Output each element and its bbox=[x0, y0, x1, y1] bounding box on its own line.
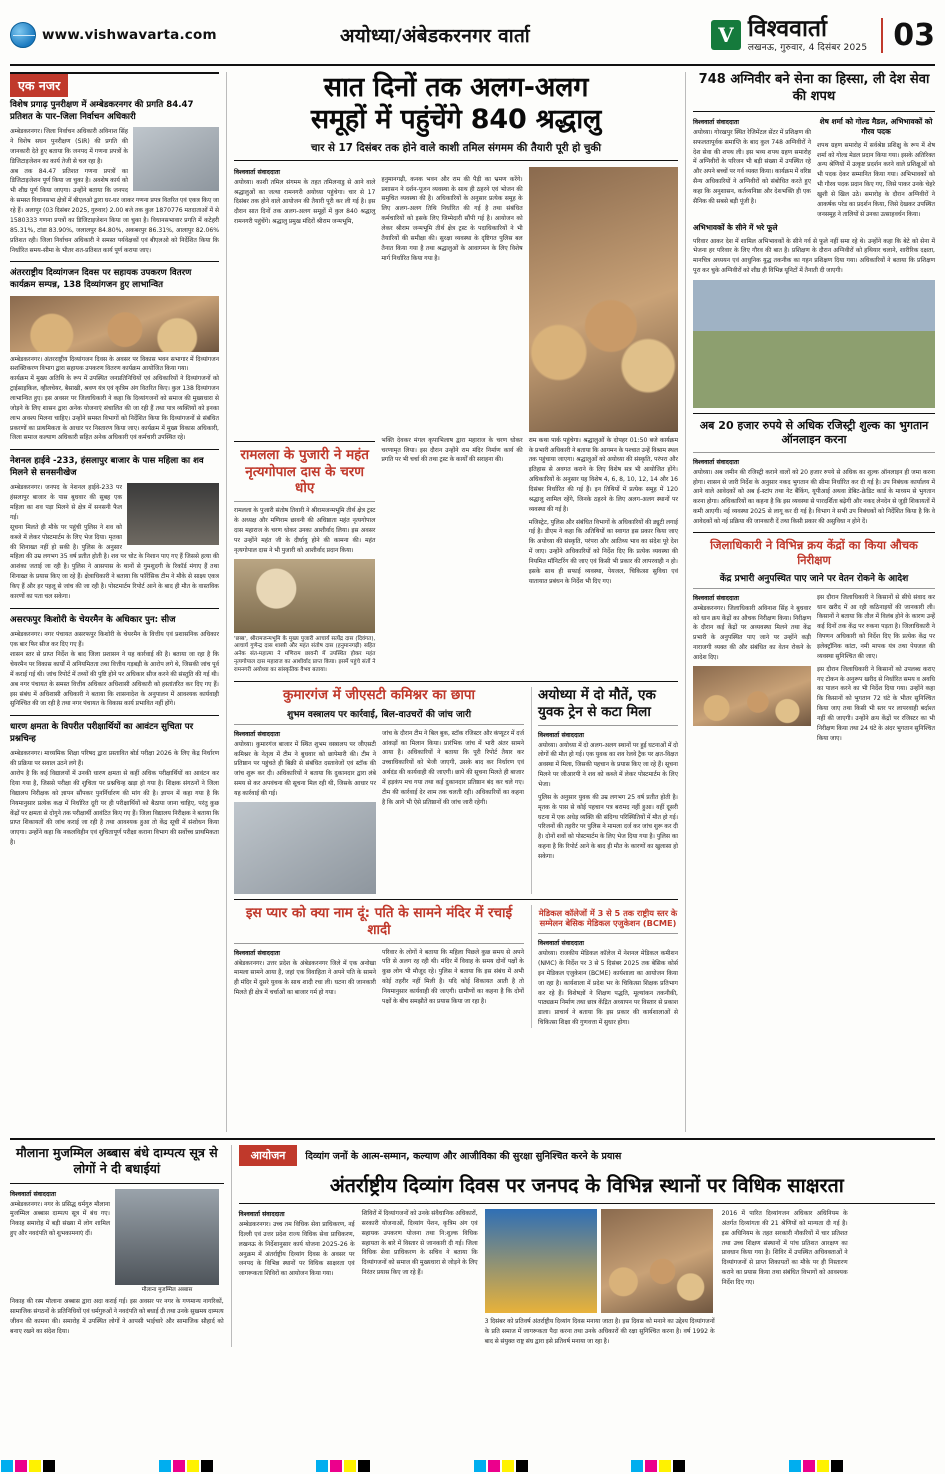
color-bar-segment bbox=[0, 1458, 158, 1474]
bcme-body: अयोध्या। राजकीय मेडिकल कॉलेज में नेशनल मेडिकल कमीशन (NMC) के निर्देश पर 3 से 5 दिसंबर 2025 तक बेसिक कोर्स इन मेडिकल एजुकेशन (BCME) कार्यशाला का आयोजन किया जा रहा है। कार्यशाला में प्रदेश भर के चिकित्सा शिक्षक प्रतिभाग कर रहे हैं। विशेषज्ञों ने शिक्षण पद्धति, मूल्यांकन तकनीकी, पाठ्यक्रम निर्माण तथा छात्र केंद्रित अध्यापन पर विस्तार से प्रकाश डाला। प्राचार्य ने बताया कि इस प्रकार की कार्यशालाओं से चिकित्सा शिक्षा की गुणवत्ता में सुधार होगा। bbox=[538, 950, 678, 1027]
inspection-story[interactable] bbox=[693, 538, 935, 744]
color-bar-segment bbox=[473, 1458, 631, 1474]
sidebar-item-body: शासन स्तर से प्राप्त निर्देश के बाद जिला प्रशासन ने यह कार्रवाई की है। बताया जा रहा है कि चेयरमैन पर विकास कार्यों में अनियमितता तथा वित्तीय गड़बड़ी के आरोप लगे थे, जिसकी जांच पूर्व में कराई गई थी। जांच रिपोर्ट में तथ्यों की पुष्टि होने पर अधिकार सीज करने की संस्तुति की गई थी। अब नगर पंचायत के समस्त वित्तीय अधिकार अधिशासी अधिकारी को हस्तांतरित कर दिए गए हैं। इस संबंध में अधिशासी अधिकारी ने बताया कि शासनादेश के अनुपालन में आवश्यक कार्यवाही सुनिश्चित की जा रही है तथा नगर पंचायत के विकास कार्य प्रभावित नहीं होंगे। bbox=[10, 651, 219, 708]
marriage-headline: इस प्यार को क्या नाम दूं: पति के सामने मंदिर में रचाई शादी bbox=[245, 904, 513, 938]
brand-name: विश्ववार्ता bbox=[747, 15, 827, 42]
agniveer-sub2: अभिभावकों के सीने में भरे फूले bbox=[693, 222, 778, 232]
sidebar-item-byline: अम्बेडकरनगर। जनपद के नेशनल हाईवे-233 पर हंसलापुर बाजार के पास बुधवार की सुबह एक महिला का शव पड़ा मिलने से क्षेत्र में सनसनी फैल गई। bbox=[10, 484, 122, 522]
globe-icon bbox=[10, 22, 36, 48]
registry-body: अयोध्या। अब जमीन की रजिस्ट्री कराने वालों को 20 हजार रुपये से अधिक का शुल्क ऑनलाइन ही जमा करना होगा। शासन से जारी निर्देश के अनुसार नकद भुगतान की सीमा निर्धारित कर दी गई है। उप निबंधक कार्यालय में आने वाले आवेदकों को अब ई-स्टांप तथा नेट बैंकिंग, यूपीआई अथवा डेबिट-क्रेडिट कार्ड के माध्यम से भुगतान करना होगा। अधिकारियों का कहना है कि इस व्यवस्था से पारदर्शिता बढ़ेगी और नकद लेनदेन से जुड़ी शिकायतों में कमी आएगी। नई व्यवस्था 2025 से लागू कर दी गई है। विभाग ने सभी उप निबंधकों को निर्देशित किया है कि वे आवेदकों को नई प्रक्रिया की जानकारी दें तथा किसी प्रकार की असुविधा न होने दें। bbox=[693, 468, 935, 525]
event-tagline: दिव्यांग जनों के आत्म-सम्मान, कल्याण और आजीविका की सुरक्षा सुनिश्चित करने के प्रयास bbox=[305, 1151, 622, 1162]
charan-dhona-photo bbox=[234, 559, 375, 633]
masthead-left bbox=[10, 8, 265, 62]
main-grid bbox=[10, 72, 935, 1132]
sidebar-item-byline: अम्बेडकरनगर। जिला निर्वाचन अधिकारी अविनाश सिंह ने विशेष सघन पुनरीक्षण (SIR) की प्रगति की जानकारी देते हुए बताया कि जनपद में गणना प्रपत्रों के डिजिटाइजेशन का कार्य तेजी से चल रहा है। bbox=[10, 128, 128, 165]
agniveer-sub1: शेष शर्मा को गोल्ड मैडल, अभिभावकों को गौरव पदक bbox=[819, 116, 933, 136]
maulana-body2: निकाह की रस्म मौलाना अब्बास द्वारा अदा कराई गई। इस अवसर पर नगर के गणमान्य नागरिकों, सामाजिक संगठनों के प्रतिनिधियों एवं धर्मगुरुओं ने नवदंपति को बधाई दी तथा उनके सुखमय दाम्पत्य जीवन की कामना की। समारोह में उपस्थित लोगों ने आपसी भाईचारे और सामाजिक सौहार्द को बनाए रखने का संदेश दिया। bbox=[10, 1298, 224, 1335]
sidebar-item-divyang[interactable] bbox=[10, 268, 219, 450]
sidebar-item-body: आरोप है कि कई विद्यालयों में उनकी धारण क्षमता से कहीं अधिक परीक्षार्थियों का आवंटन कर दिया गया है, जिससे परीक्षा की शुचिता पर प्रश्नचिन्ह खड़ा हो गया है। शिक्षक संगठनों ने जिला विद्यालय निरीक्षक को ज्ञापन सौंपकर पुनर्निर्धारण की मांग की है। ज्ञापन में कहा गया है कि नियमानुसार प्रत्येक कक्ष में निर्धारित दूरी पर ही परीक्षार्थियों को बैठाया जाना चाहिए, परंतु कुछ केंद्रों पर क्षमता से दोगुने तक परीक्षार्थी आवंटित किए गए हैं। जिला विद्यालय निरीक्षक ने बताया कि प्राप्त शिकायतों की जांच कराई जा रही है तथा आवश्यक हुआ तो केंद्र सूची में संशोधन किया जाएगा। उन्होंने कहा कि नकलविहीन एवं शुचितापूर्ण परीक्षा कराना विभाग की सर्वोच्च प्राथमिकता है। bbox=[10, 770, 219, 847]
agniveer-col3: परिवार आकर देश में शामिल अभिभावकों के सीने गर्व से फूले नहीं समा रहे थे। उन्होंने कहा कि बेटे को सेना में भेजना हर परिवार के लिए गौरव की बात है। प्रशिक्षण के दौरान अग्निवीरों को हथियार चलाने, शारीरिक दक्षता, मानचित्र अध्ययन एवं आधुनिक युद्ध तकनीक का गहन प्रशिक्षण दिया गया। अधिकारियों ने बताया कि प्रशिक्षण पूरा कर चुके अग्निवीरों को शीघ्र ही विभिन्न यूनिटों में तैनाती दी जाएगी। bbox=[693, 237, 935, 275]
sidebar-item-byline: अम्बेडकरनगर। माध्यमिक शिक्षा परिषद द्वारा प्रस्तावित बोर्ड परीक्षा 2026 के लिए केंद्र निर्धारण की प्रक्रिया पर सवाल उठने लगे हैं। bbox=[10, 750, 219, 768]
inspection-col3: इस दौरान जिलाधिकारी ने किसानों को उपलब्ध कराए गए टोकन के अनुरूप खरीद से निर्धारित समय व अवधि का पालन करने का भी निर्देश दिया गया। उन्होंने कहा कि किसानों को भुगतान 72 घंटे के भीतर सुनिश्चित किया जाए तथा किसी भी स्तर पर लापरवाही बर्दाश्त नहीं की जाएगी। उन्होंने क्रय केंद्रों पर रजिस्टर का भी निरीक्षण किया तथा 24 घंटे के अंदर भुगतान सुनिश्चित किया जाए। bbox=[817, 665, 935, 742]
lead-headline-line2: समूहों में पहुंचेंगे 840 श्रद्धालु bbox=[310, 103, 602, 135]
sidebar-item-body: कार्यक्रम में मुख्य अतिथि के रूप में उपस्थित जनप्रतिनिधियों एवं अधिकारियों ने दिव्यांगजनों को ट्राईसाइकिल, व्हीलचेयर, बैसाखी, श्रवण यंत्र एवं कृत्रिम अंग वितरित किए। कुल 138 दिव्यांगजन लाभान्वित हुए। इस अवसर पर जिलाधिकारी ने कहा कि दिव्यांगजनों को समाज की मुख्यधारा से जोड़ने के लिए शासन द्वारा अनेक योजनाएं संचालित की जा रही हैं तथा पात्र व्यक्तियों को इनका लाभ अवश्य मिलना चाहिए। उन्होंने समस्त विभागों को निर्देशित किया कि दिव्यांगजनों से संबंधित प्रकरणों का प्राथमिकता के आधार पर निस्तारण किया जाए। कार्यक्रम में मुख्य विकास अधिकारी, जिला समाज कल्याण अधिकारी सहित अनेक अधिकारी एवं कर्मचारी उपस्थित रहे। bbox=[10, 375, 219, 442]
divyang-event-col1: अम्बेडकरनगर। उच्च तम विधिक सेवा प्राधिकरण, नई दिल्ली एवं उत्तर प्रदेश राज्य विधिक सेवा प्राधिकरण, लखनऊ के निर्देशानुसार कार्य योजना 2025-26 के अनुक्रम में अंतर्राष्ट्रीय दिव्यांग दिवस के अवसर पर जनपद के विभिन्न स्थानों पर विधिक साक्षरता एवं जागरूकता शिविरों का आयोजन किया गया। bbox=[238, 1221, 355, 1278]
agniveer-byline: विश्ववार्ता संवाददाता bbox=[693, 118, 739, 126]
shraddhalu-crowd-photo bbox=[529, 167, 678, 432]
gst-byline: विश्ववार्ता संवाददाता bbox=[234, 730, 280, 738]
maulana-byline: विश्ववार्ता संवाददाता bbox=[10, 1190, 56, 1198]
lead-headline-line1: सात दिनों तक अलग-अलग bbox=[323, 72, 589, 103]
sidebar-header: एक नजर bbox=[10, 74, 68, 97]
sidebar-item-headline: विशेष प्रगाढ़ पुनरीक्षण में अम्बेडकरनगर की प्रगति 84.47 प्रतिशत के पार–जिला निर्वाचन अधिकारी bbox=[10, 100, 194, 122]
sidebar-item-highway[interactable] bbox=[10, 456, 219, 609]
ramlala-body2: भक्ति देवकर मंगल कृपाभिलाष द्वारा महाराज के चरण धोकर चरणामृत लिया। इस दौरान उन्होंने राम मंदिर निर्माण कार्य की प्रगति पर भी चर्चा की तथा ट्रस्ट के कार्यों की सराहना की। bbox=[381, 436, 523, 464]
color-bar-segment bbox=[315, 1458, 473, 1474]
bcme-headline: मेडिकल कॉलेजों में 3 से 5 तक राष्ट्रीय स्तर के सम्मेलन बेसिक मेडिकल एजुकेशन (BCME) bbox=[538, 907, 678, 929]
right-column bbox=[685, 72, 935, 1132]
marriage-byline: विश्ववार्ता संवाददाता bbox=[234, 949, 280, 957]
bcme-story[interactable] bbox=[531, 905, 678, 1028]
agniveer-headline: 748 अग्निवीर बने सेना का हिस्सा, ली देश सेवा की शपथ bbox=[698, 72, 930, 104]
divyang-diwas-banner-photo bbox=[485, 1209, 597, 1313]
bottom-section bbox=[10, 1138, 935, 1347]
page-number: 03 bbox=[881, 18, 935, 53]
registry-byline: विश्ववार्ता संवाददाता bbox=[693, 458, 739, 466]
masthead bbox=[10, 8, 935, 66]
maulana-portrait-photo bbox=[115, 1189, 219, 1285]
lead-col3-top: राम कथा पार्क पहुंचेगा। श्रद्धालुओं के दोपहर 01:50 बजे कार्यक्रम के प्रभारी अधिकारी ने बताया कि आगमन के पश्चात उन्हें विश्राम स्थल तक पहुंचाया जाएगा। श्रद्धालुओं को अयोध्या की संस्कृति, परंपरा और इतिहास से अवगत कराने के लिए विशेष सत्र भी आयोजित होंगे। अधिकारियों के अनुसार यह विशेष 4, 6, 8, 10, 12, 14 और 16 दिसंबर निर्धारित की गई हैं। इन तिथियों में प्रत्येक समूह में 120 श्रद्धालु शामिल रहेंगे, जिनके ठहरने के लिए अलग-अलग स्थानों पर व्यवस्था की गई है। bbox=[528, 436, 678, 513]
sidebar-item-byline: अम्बेडकरनगर। अंतरराष्ट्रीय दिव्यांगजन दिवस के अवसर पर विकास भवन सभागार में दिव्यांगजन सशक्तिकरण विभाग द्वारा सहायक उपकरण वितरण कार्यक्रम आयोजित किया गया। bbox=[10, 355, 219, 373]
color-registration-bars bbox=[0, 1458, 945, 1474]
color-bar-segment bbox=[158, 1458, 316, 1474]
lead-col2: हनुमानगढ़ी, कनक भवन और राम की पैड़ी का भ्रमण करेंगे। प्रशासन ने दर्शन-पूजन व्यवस्था के साथ ही ठहरने एवं भोजन की समुचित व्यवस्था की है। अधिकारियों के अनुसार प्रत्येक समूह के लिए अलग-अलग तिथि निर्धारित की गई है तथा संबंधित कर्मचारियों को इसके लिए जिम्मेदारी सौंपी गई है। आयोजन को लेकर श्रीराम जन्मभूमि तीर्थ क्षेत्र ट्रस्ट के पदाधिकारियों ने भी तैयारियों की समीक्षा की। सुरक्षा व्यवस्था के दृष्टिगत पुलिस बल तैनात किया गया है तथा श्रद्धालुओं के आवागमन के लिए विशेष मार्ग निर्धारित किया गया है। bbox=[381, 175, 523, 262]
inspection-subhead: केंद्र प्रभारी अनुपस्थित पाए जाने पर वेतन रोकने के आदेश bbox=[719, 573, 909, 584]
vidhik-saksharta-camp-photo bbox=[601, 1209, 713, 1313]
maulana-caption: मौलाना मुजम्मिल अब्बास bbox=[141, 1286, 193, 1293]
color-bar-segment bbox=[788, 1458, 945, 1474]
website-url[interactable]: www.vishwavarta.com bbox=[42, 27, 217, 43]
masthead-right bbox=[605, 8, 935, 62]
sidebar-item-exam[interactable] bbox=[10, 722, 219, 854]
event-bar bbox=[239, 1145, 935, 1166]
sidebar-item-headline: धारण क्षमता के विपरीत परीक्षार्थियों का आवंटन सुचिता पर प्रश्नचिन्ह bbox=[10, 722, 194, 744]
bcme-byline: विश्ववार्ता संवाददाता bbox=[538, 940, 584, 948]
lead-col1: अयोध्या। काशी तमिल संगमम के तहत तमिलनाडु से आने वाले श्रद्धालुओं का जत्था रामनगरी अयोध्या पहुंचेगा। चार से 17 दिसंबर तक होने वाले आयोजन की तैयारी पूरी कर ली गई है। इस दौरान सात दिनों तक अलग-अलग समूहों में कुल 840 श्रद्धालु रामनगरी पहुंचेंगे। श्रद्धालु प्रमुख मंदिरों श्रीराम जन्मभूमि, bbox=[234, 178, 376, 226]
ramlala-headline: रामलला के पुजारी ने महंत नृत्यगोपाल दास के चरण धोए bbox=[240, 446, 370, 497]
gst-subhead: शुभम वस्त्रालय पर कार्रवाई, बिल-वाउचरों की जांच जारी bbox=[286, 709, 472, 720]
divyang-event-byline: विश्ववार्ता संवाददाता bbox=[238, 1211, 285, 1218]
sidebar-item-sir[interactable] bbox=[10, 100, 219, 262]
inspection-col2: इस दौरान जिलाधिकारी ने किसानों से सीधे संवाद कर धान खरीद में आ रही कठिनाइयों की जानकारी ली। किसानों ने बताया कि तौल में विलंब होने के कारण उन्हें कई दिनों तक केंद्र पर रुकना पड़ता है। जिलाधिकारी ने विपणन अधिकारी को निर्देश दिए कि प्रत्येक केंद्र पर इलेक्ट्रॉनिक कांटा, नमी मापक यंत्र तथा पेयजल की व्यवस्था सुनिश्चित की जाए। bbox=[817, 593, 935, 660]
sidebar-item-body: सूचना मिलते ही मौके पर पहुंची पुलिस ने शव को कब्जे में लेकर पोस्टमार्टम के लिए भेज दिया। मृतका की शिनाख्त नहीं हो सकी है। पुलिस के अनुसार महिला की उम्र लगभग 35 वर्ष प्रतीत होती है। शव पर चोट के निशान पाए गए हैं जिससे हत्या की आशंका जताई जा रही है। पुलिस ने आसपास के थानों से गुमशुदगी के रिकॉर्ड मंगाए हैं तथा शिनाख्त के प्रयास किए जा रहे हैं। क्षेत्राधिकारी ने बताया कि फॉरेंसिक टीम ने मौके से साक्ष्य एकत्र किए हैं और हर पहलू से जांच की जा रही है। पोस्टमार्टम रिपोर्ट आने के बाद ही मौत के वास्तविक कारणों का पता चल सकेगा। bbox=[10, 523, 219, 600]
dm-inspection-photo bbox=[693, 666, 811, 726]
maulana-body: अम्बेडकरनगर। नगर के प्रसिद्ध धर्मगुरु मौलाना मुजम्मिल अब्बास दाम्पत्य सूत्र में बंध गए। निकाह समारोह में बड़ी संख्या में लोग शामिल हुए और नवदंपति को शुभकामनाएं दीं। bbox=[10, 1200, 110, 1238]
agniveer-col2: शपथ ग्रहण समारोह में सर्वश्रेष्ठ प्रशिक्षु के रूप में शेष शर्मा को गोल्ड मेडल प्रदान किया गया। इसके अतिरिक्त अन्य श्रेणियों में उत्कृष्ट प्रदर्शन करने वाले प्रशिक्षुओं को भी पदक देकर सम्मानित किया गया। अभिभावकों को भी गौरव पदक प्रदान किए गए, जिसे पाकर उनके चेहरे खुशी से खिल उठे। समारोह के दौरान अग्निवीरों ने आकर्षक परेड का प्रदर्शन किया, जिसे देखकर उपस्थित जनसमूह ने तालियों से उनका उत्साहवर्धन किया। bbox=[817, 141, 935, 218]
brand-logo bbox=[711, 15, 868, 53]
agniveer-parade-photo bbox=[693, 280, 935, 408]
lead-subhead: चार से 17 दिसंबर तक होने वाले काशी तमिल संगमम की तैयारी पूरी हो चुकी bbox=[310, 141, 601, 154]
gst-col2: जांच के दौरान टीम ने बिल बुक, स्टॉक रजिस्टर और कंप्यूटर में दर्ज आंकड़ों का मिलान किया। प्रारंभिक जांच में भारी अंतर सामने आया है। अधिकारियों ने बताया कि पूरी रिपोर्ट तैयार कर उच्चाधिकारियों को भेजी जाएगी, उसके बाद कर निर्धारण एवं अर्थदंड की कार्यवाही की जाएगी। छापे की सूचना मिलते ही बाजार में हड़कंप मच गया तथा कई दुकानदार प्रतिष्ठान बंद कर चले गए। टीम की कार्रवाई देर शाम तक चलती रही। अधिकारियों का कहना है कि आगे भी ऐसे प्रतिष्ठानों की जांच जारी रहेगी। bbox=[382, 729, 524, 806]
divyang-event-story[interactable] bbox=[231, 1145, 935, 1347]
divyang-event-col3: 3 दिसंबर को प्रतिवर्ष अंतर्राष्ट्रीय दिव्यांग दिवस मनाया जाता है। इस दिवस को मनाने का उद्देश्य दिव्यांगजनों के प्रति समाज में जागरूकता पैदा करना तथा उनके अधिकारों की रक्षा सुनिश्चित करना है। वर्ष 1992 के बाद से संयुक्त राष्ट्र संघ द्वारा इसे प्रतिवर्ष मनाया जा रहा है। bbox=[484, 1318, 715, 1345]
sidebar-item-asrafpur[interactable] bbox=[10, 615, 219, 716]
sidebar-item-byline: अम्बेडकरनगर। नगर पंचायत असरफपुर किशोरी के चेयरमैन के वित्तीय एवं प्रशासनिक अधिकार एक बार फिर सीज कर दिए गए हैं। bbox=[10, 631, 219, 649]
maulana-headline: मौलाना मुजम्मिल अब्बास बंधे दाम्पत्य सूत्र से लोगों ने दी बधाईयां bbox=[16, 1145, 218, 1177]
marriage-story[interactable] bbox=[234, 905, 524, 1028]
sir-review-photo bbox=[133, 127, 219, 191]
registry-headline: अब 20 हजार रुपये से अधिक रजिस्ट्री शुल्क का भुगतान ऑनलाइन करना bbox=[699, 419, 929, 447]
masthead-center bbox=[265, 8, 605, 62]
agniveer-col1: अयोध्या। गोरखपुर स्थित रेजिमेंटल सेंटर में प्रशिक्षण की सफलतापूर्वक समाप्ति के बाद कुल 748 अग्निवीरों ने देश सेवा की शपथ ली। इस भव्य शपथ ग्रहण समारोह में अग्निवीरों के परिजन भी बड़ी संख्या में उपस्थित रहे और अपने बच्चों पर गर्व व्यक्त किया। कार्यक्रम में वरिष्ठ सैन्य अधिकारियों ने अग्निवीरों को संबोधित करते हुए कहा कि अनुशासन, कर्तव्यनिष्ठा और देशभक्ति ही एक सैनिक की सबसे बड़ी पूंजी है। bbox=[693, 128, 811, 205]
ramlala-story[interactable] bbox=[234, 436, 375, 675]
divyang-distribution-photo bbox=[10, 296, 219, 352]
sidebar-item-headline: असरफपुर किशोरी के चेयरमैन के अधिकार पुन: सीज bbox=[10, 614, 176, 625]
color-bar-segment bbox=[630, 1458, 788, 1474]
two-deaths-headline: अयोध्या में दो मौतें, एक युवक ट्रेन से कटा मिला bbox=[538, 686, 656, 720]
ramlala-caption: 'छब्ब', श्रीरामजन्मभूमि के मुख्य पुजारी आचार्य सत्येंद्र दास (दिवंगत), आचार्य गुणेन्द्र दास शास्त्री और महंत संतोष दास (हनुमानगढ़ी) सहित अनेक संत-महात्मा ने मणिराम छावनी में उपस्थित होकर महंत नृत्यगोपाल दास महाराज का आशीर्वाद प्राप्त किया। इसमें पहुंचे संतों ने रामनगरी अयोध्या का सांस्कृतिक वैभव बताया। bbox=[234, 635, 376, 673]
divyang-event-col4: 2016 में पारित दिव्यांगजन अधिकार अधिनियम के अंतर्गत दिव्यांगता की 21 श्रेणियों को मान्यता दी गई है। इस अधिनियम के तहत सरकारी नौकरियों में चार प्रतिशत तथा उच्च शिक्षण संस्थानों में पांच प्रतिशत आरक्षण का प्रावधान किया गया है। शिविर में उपस्थित अधिवक्ताओं ने दिव्यांगजनों से प्राप्त शिकायतों का मौके पर ही निस्तारण कराने का प्रयास किया तथा संबंधित विभागों को आवश्यक निर्देश दिए गए। bbox=[721, 1210, 848, 1287]
center-column bbox=[226, 72, 678, 1132]
gst-raid-story[interactable] bbox=[234, 687, 524, 894]
highway-incident-photo bbox=[127, 483, 219, 545]
ramlala-body: रामलला के पुजारी संतोष तिवारी ने श्रीरामजन्मभूमि तीर्थ क्षेत्र ट्रस्ट के अध्यक्ष और मणिराम छावनी की अधिष्ठाता महंत नृत्यगोपाल दास महाराज के चरण धोकर उनका आशीर्वाद लिया। इस अवसर पर उन्होंने महंत जी के दीर्घायु होने की कामना की। महंत नृत्यगोपाल दास ने भी पुजारी को आशीर्वाद प्रदान किया। bbox=[234, 507, 376, 554]
event-tag: आयोजन bbox=[239, 1145, 298, 1166]
agniveer-story[interactable] bbox=[693, 72, 935, 408]
two-deaths-story[interactable] bbox=[531, 687, 678, 894]
inspection-col1: अम्बेडकरनगर। जिलाधिकारी अविनाश सिंह ने बुधवार को धान क्रय केंद्रों का औचक निरीक्षण किया। निरीक्षण के दौरान कई केंद्रों पर अव्यवस्था मिलने तथा केंद्र प्रभारी के अनुपस्थित पाए जाने पर उन्होंने कड़ी नाराजगी व्यक्त की और संबंधित का वेतन रोकने के आदेश दिए। bbox=[693, 604, 811, 661]
divyang-event-col2: शिविरों में दिव्यांगजनों को उनके संवैधानिक अधिकारों, सरकारी योजनाओं, दिव्यांग पेंशन, कृत्रिम अंग एवं सहायक उपकरण योजना तथा नि:शुल्क विधिक सहायता के बारे में विस्तार से जानकारी दी गई। जिला विधिक सेवा प्राधिकरण के सचिव ने बताया कि दिव्यांगजनों को समाज की मुख्यधारा से जोड़ने के लिए निरंतर प्रयास किए जा रहे हैं। bbox=[361, 1210, 478, 1277]
gst-raid-photo bbox=[234, 802, 376, 894]
lead-col3-bottom: मजिस्ट्रेट, पुलिस और संबंधित विभागों के अधिकारियों की ड्यूटी लगाई गई है। डीएम ने कहा कि अतिथियों का स्वागत इस प्रकार किया जाए कि अयोध्या की संस्कृति, परंपरा और आतिथ्य भाव का संदेश पूरे देश में जाए। उन्होंने अधिकारियों को निर्देश दिए कि प्रत्येक व्यवस्था की नियमित मॉनिटरिंग की जाए एवं किसी भी प्रकार की लापरवाही न हो। इसके साथ ही सफाई व्यवस्था, पेयजल, चिकित्सा सुविधा एवं यातायात प्रबंधन के निर्देश भी दिए गए। bbox=[528, 518, 678, 585]
section-title: अयोध्या/अंबेडकरनगर वार्ता bbox=[339, 25, 531, 47]
lead-story[interactable] bbox=[234, 72, 678, 432]
two-deaths-byline: विश्ववार्ता संवाददाता bbox=[538, 731, 584, 739]
sidebar-item-headline: नेशनल हाईवे -233, हंसलापुर बाजार के पास महिला का शव मिलने से सनसनीखेज bbox=[10, 456, 204, 478]
sidebar-item-body: अब तक 84.47 प्रतिशत गणना प्रपत्रों का डिजिटाइजेशन पूर्ण किया जा चुका है। अवशेष कार्य को भी शीघ्र पूर्ण किया जाएगा। उन्होंने बताया कि जनपद के समस्त विधानसभा क्षेत्रों में बीएलओ द्वारा घर-घर जाकर गणना प्रपत्र वितरित एवं एकत्र किए जा रहे हैं। अलापुर (03 दिसंबर 2025, गुरुवार) 2.00 बजे तक कुल 1870776 मतदाताओं में से 1580333 गणना प्रपत्रों का डिजिटाइजेशन किया जा चुका है। विधानसभावार प्रगति में कटेहरी 85.31%, टांडा 83.90%, जलालपुर 84.80%, अकबरपुर 86.31%, आलापुर 82.06% प्रतिशत रही। जिला निर्वाचन अधिकारी ने समस्त पर्यवेक्षकों एवं बीएलओ को निर्देशित किया कि निर्धारित समय-सीमा के भीतर शत-प्रतिशत कार्य पूर्ण कराया जाए। bbox=[10, 167, 219, 254]
gst-col1: अयोध्या। कुमारगंज बाजार में स्थित शुभम वस्त्रालय पर जीएसटी कमिश्नर के नेतृत्व में टीम ने बुधवार को छापेमारी की। टीम ने प्रतिष्ठान पर पहुंचते ही बिक्री से संबंधित दस्तावेजों एवं स्टॉक की जांच शुरू कर दी। अधिकारियों ने बताया कि दुकानदार द्वारा लंबे समय से कर अपवंचना की सूचना मिल रही थी, जिसके आधार पर यह कार्रवाई की गई। bbox=[234, 740, 376, 797]
gst-headline: कुमारगंज में जीएसटी कमिश्नर का छापा bbox=[282, 686, 476, 703]
divyang-event-headline: अंतर्राष्ट्रीय दिव्यांग दिवस पर जनपद के विभिन्न स्थानों पर विधिक साक्षरता bbox=[329, 1174, 844, 1197]
lead-byline: विश्ववार्ता संवाददाता bbox=[234, 168, 280, 176]
two-deaths-col1: अयोध्या। अयोध्या में दो अलग-अलग स्थानों पर हुई घटनाओं में दो लोगों की मौत हो गई। एक युवक का शव रेलवे ट्रैक पर क्षत-विक्षत अवस्था में मिला, जिसकी पहचान के प्रयास किए जा रहे हैं। सूचना मिलने पर जीआरपी ने शव को कब्जे में लेकर पोस्टमार्टम के लिए भेजा। bbox=[538, 741, 678, 788]
registry-story[interactable] bbox=[693, 419, 935, 527]
sidebar-item-headline: अंतरराष्ट्रीय दिव्यांगजन दिवस पर सहायक उपकरण वितरण कार्यक्रम सम्पन्न, 138 दिव्यांगजन हुए लाभान्वित bbox=[10, 268, 192, 290]
inspection-byline: विश्ववार्ता संवाददाता bbox=[693, 594, 739, 602]
edition-date: लखनऊ, गुरुवार, 4 दिसंबर 2025 bbox=[747, 42, 868, 53]
maulana-story[interactable] bbox=[10, 1145, 224, 1347]
two-deaths-col2: पुलिस के अनुसार युवक की उम्र लगभग 25 वर्ष प्रतीत होती है। मृतक के पास से कोई पहचान पत्र बरामद नहीं हुआ। वहीं दूसरी घटना में एक अधेड़ व्यक्ति की संदिग्ध परिस्थितियों में मौत हो गई। परिजनों की तहरीर पर पुलिस ने मामला दर्ज कर जांच शुरू कर दी है। दोनों शवों को पोस्टमार्टम के लिए भेज दिया गया है। पुलिस का कहना है कि रिपोर्ट आने के बाद ही मौत के कारणों का खुलासा हो सकेगा। bbox=[538, 793, 678, 860]
marriage-col2: परिवार के लोगों ने बताया कि महिला पिछले कुछ समय से अपने पति से अलग रह रही थी। मंदिर में विवाह के समय दोनों पक्षों के कुछ लोग भी मौजूद रहे। पुलिस ने बताया कि इस संबंध में अभी कोई तहरीर नहीं मिली है। यदि कोई शिकायत आती है तो नियमानुसार कार्यवाही की जाएगी। ग्रामीणों का कहना है कि दोनों पक्षों के बीच समझौते का प्रयास किया जा रहा है। bbox=[382, 948, 524, 1005]
inspection-headline: जिलाधिकारी ने विभिन्न क्रय केंद्रों का किया औचक निरीक्षण bbox=[710, 537, 918, 567]
brand-mark-icon: V bbox=[711, 20, 741, 50]
sidebar-ek-nazar bbox=[10, 72, 219, 1132]
marriage-col1: अंबेडकरनगर। उत्तर प्रदेश के अंबेडकरनगर जिले में एक अनोखा मामला सामने आया है, जहां एक विवाहिता ने अपने पति के सामने ही मंदिर में दूसरे युवक के साथ शादी रचा ली। घटना की जानकारी मिलते ही क्षेत्र में चर्चाओं का बाजार गर्म हो गया। bbox=[234, 959, 376, 997]
